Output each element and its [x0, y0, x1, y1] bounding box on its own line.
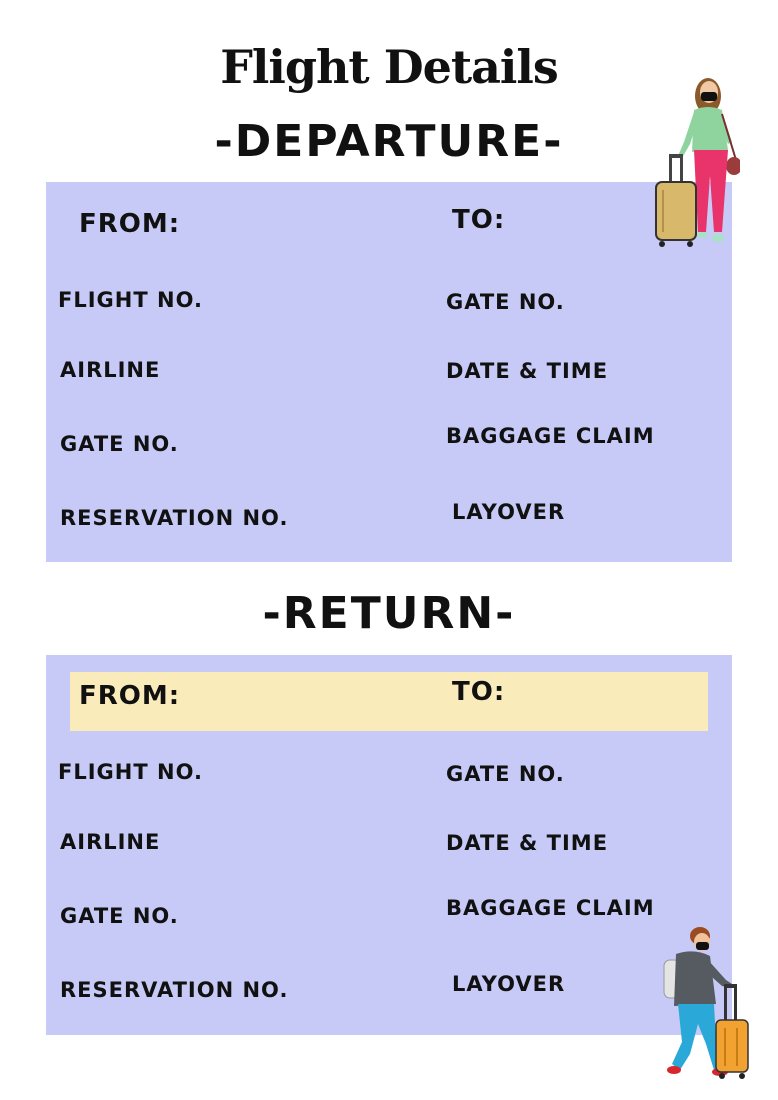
departure-reservation-no-label: RESERVATION NO.: [60, 506, 289, 530]
departure-heading: -DEPARTURE-: [214, 116, 564, 167]
departure-flight-no-label: FLIGHT NO.: [58, 288, 203, 312]
return-date-time-label: DATE & TIME: [446, 831, 609, 855]
departure-airline-label: AIRLINE: [60, 358, 161, 382]
return-baggage-claim-label: BAGGAGE CLAIM: [446, 896, 655, 920]
return-layover-label: LAYOVER: [452, 972, 566, 996]
return-gate-no-right-label: GATE NO.: [446, 762, 565, 786]
departure-baggage-claim-label: BAGGAGE CLAIM: [446, 424, 655, 448]
departure-date-time-label: DATE & TIME: [446, 359, 609, 383]
return-airline-label: AIRLINE: [60, 830, 161, 854]
return-from-label: FROM:: [79, 681, 181, 711]
departure-gate-no-right-label: GATE NO.: [446, 290, 565, 314]
return-panel: [46, 655, 732, 1035]
page-title: Flight Details: [220, 40, 558, 94]
departure-to-label: TO:: [452, 205, 506, 235]
departure-gate-no-label: GATE NO.: [60, 432, 179, 456]
traveler-woman-illustration: [650, 72, 740, 257]
traveler-man-illustration: [660, 924, 755, 1084]
departure-layover-label: LAYOVER: [452, 500, 566, 524]
return-heading: -RETURN-: [262, 588, 516, 639]
return-flight-no-label: FLIGHT NO.: [58, 760, 203, 784]
return-gate-no-label: GATE NO.: [60, 904, 179, 928]
departure-from-label: FROM:: [79, 209, 181, 239]
return-reservation-no-label: RESERVATION NO.: [60, 978, 289, 1002]
departure-panel: [46, 182, 732, 562]
return-to-label: TO:: [452, 677, 506, 707]
